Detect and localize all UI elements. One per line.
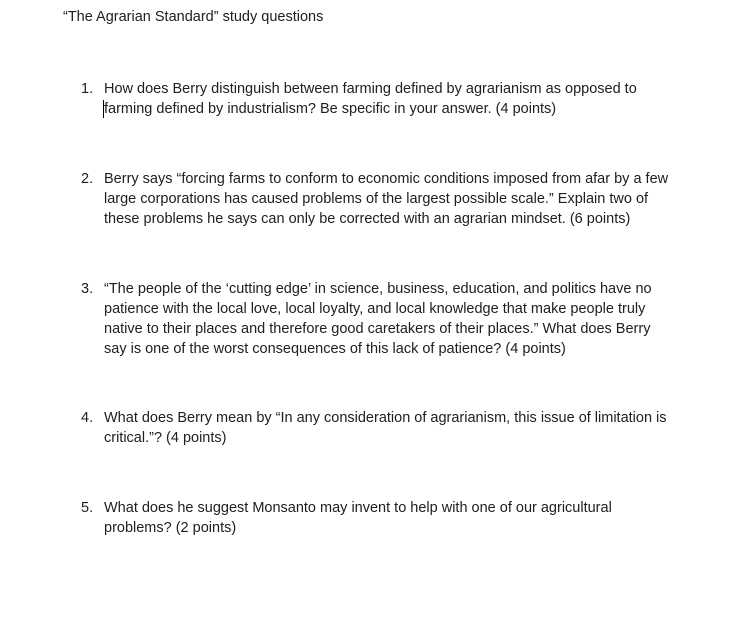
- question-text[interactable]: [104, 279, 681, 359]
- question-number: 1.: [81, 81, 94, 97]
- question-text[interactable]: [104, 79, 681, 119]
- question-line: patience with the local love, local loyalty, and local knowledge that make people truly: [104, 301, 646, 317]
- question-line: native to their places and therefore good caretakers of their places.” What does Berry: [104, 321, 651, 337]
- question-line: What does he suggest Monsanto may invent to help with one of our agricultural: [104, 500, 612, 516]
- question-line: critical.”? (4 points): [104, 430, 227, 446]
- question-text[interactable]: [104, 169, 681, 229]
- question-text[interactable]: [104, 498, 681, 538]
- question-line: Berry says “forcing farms to conform to economic conditions imposed from afar by a few: [104, 171, 669, 187]
- question-line: these problems he says can only be corrected with an agrarian mindset. (6 points): [104, 211, 631, 227]
- document-title: “The Agrarian Standard” study questions: [63, 9, 324, 25]
- question-line: large corporations has caused problems of the largest possible scale.” Explain two of: [104, 191, 649, 207]
- question-number: 2.: [81, 171, 94, 187]
- question-line: problems? (2 points): [104, 520, 237, 536]
- question-number: 3.: [81, 281, 94, 297]
- question-number: 5.: [81, 500, 94, 516]
- question-line: say is one of the worst consequences of this lack of patience? (4 points): [104, 341, 566, 357]
- question-line: How does Berry distinguish between farming defined by agrarianism as opposed to: [104, 81, 637, 97]
- question-text[interactable]: [104, 408, 681, 448]
- question-line: farming defined by industrialism? Be specific in your answer. (4 points): [104, 101, 557, 117]
- question-line: What does Berry mean by “In any consideration of agrarianism, this issue of limitation is: [104, 410, 667, 426]
- text-cursor: [103, 100, 104, 118]
- question-line: “The people of the ‘cutting edge’ in science, business, education, and politics have no: [104, 281, 652, 297]
- question-number: 4.: [81, 410, 94, 426]
